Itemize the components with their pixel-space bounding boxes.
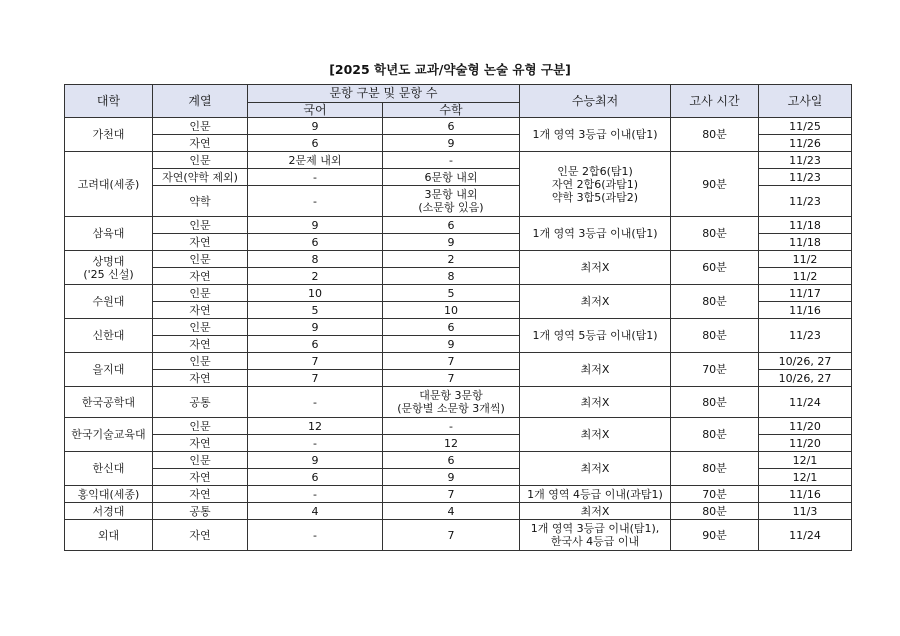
track-cell: 자연 bbox=[153, 370, 248, 387]
track-cell: 자연 bbox=[153, 135, 248, 152]
track-cell: 자연 bbox=[153, 302, 248, 319]
math-count-cell: 9 bbox=[383, 336, 520, 353]
math-count-cell: 12 bbox=[383, 435, 520, 452]
exam-date-cell: 11/3 bbox=[759, 503, 852, 520]
univ-cell: 한신대 bbox=[65, 452, 153, 486]
track-cell: 인문 bbox=[153, 452, 248, 469]
korean-count-cell: 9 bbox=[248, 452, 383, 469]
korean-count-cell: - bbox=[248, 387, 383, 418]
cell-line: 대문항 3문항 bbox=[419, 389, 483, 402]
exam-time-cell: 80분 bbox=[671, 118, 759, 152]
track-cell: 약학 bbox=[153, 186, 248, 217]
table-row bbox=[65, 353, 852, 370]
min-req-cell: 1개 영역 5등급 이내(탐1) bbox=[520, 319, 671, 353]
track-cell: 인문 bbox=[153, 118, 248, 135]
track-cell: 자연(약학 제외) bbox=[153, 169, 248, 186]
korean-count-cell: 6 bbox=[248, 234, 383, 251]
table-row bbox=[65, 520, 852, 551]
math-count-cell: 6 bbox=[383, 452, 520, 469]
track-cell: 자연 bbox=[153, 234, 248, 251]
track-cell: 자연 bbox=[153, 435, 248, 452]
math-count-cell: 7 bbox=[383, 520, 520, 551]
cell-line: (문항별 소문항 3개씩) bbox=[397, 402, 505, 415]
exam-time-cell: 70분 bbox=[671, 353, 759, 387]
korean-count-cell: - bbox=[248, 169, 383, 186]
min-req-cell: 최저X bbox=[520, 418, 671, 452]
univ-cell: 고려대(세종) bbox=[65, 152, 153, 217]
korean-count-cell: - bbox=[248, 486, 383, 503]
korean-count-cell: 6 bbox=[248, 469, 383, 486]
col-header-korean: 국어 bbox=[248, 103, 383, 118]
korean-count-cell: - bbox=[248, 520, 383, 551]
exam-date-cell: 11/18 bbox=[759, 234, 852, 251]
univ-cell: 신한대 bbox=[65, 319, 153, 353]
korean-count-cell: 7 bbox=[248, 370, 383, 387]
korean-count-cell: 8 bbox=[248, 251, 383, 268]
cell-line: 한국사 4등급 이내 bbox=[550, 535, 640, 548]
min-req-cell bbox=[520, 152, 671, 217]
math-count-cell: 8 bbox=[383, 268, 520, 285]
math-count-cell: 4 bbox=[383, 503, 520, 520]
univ-cell: 서경대 bbox=[65, 503, 153, 520]
exam-time-cell: 80분 bbox=[671, 387, 759, 418]
min-req-cell: 최저X bbox=[520, 452, 671, 486]
exam-time-cell: 80분 bbox=[671, 285, 759, 319]
min-req-cell: 최저X bbox=[520, 387, 671, 418]
cell-line: 인문 2합6(탐1) bbox=[557, 164, 633, 178]
math-count-cell: 5 bbox=[383, 285, 520, 302]
korean-count-cell: 10 bbox=[248, 285, 383, 302]
col-header-math: 수학 bbox=[383, 103, 520, 118]
korean-count-cell: 4 bbox=[248, 503, 383, 520]
table-row bbox=[65, 319, 852, 336]
univ-cell: 을지대 bbox=[65, 353, 153, 387]
track-cell: 인문 bbox=[153, 353, 248, 370]
min-req-cell: 최저X bbox=[520, 285, 671, 319]
col-header-min-req: 수능최저 bbox=[520, 85, 671, 118]
table-row bbox=[65, 486, 852, 503]
min-req-cell: 최저X bbox=[520, 251, 671, 285]
table-row bbox=[65, 503, 852, 520]
col-header-exam-date: 고사일 bbox=[759, 85, 852, 118]
math-count-cell: 9 bbox=[383, 234, 520, 251]
cell-line: 약학 3합5(과탐2) bbox=[551, 190, 639, 204]
exam-date-cell: 11/18 bbox=[759, 217, 852, 234]
min-req-cell: 최저X bbox=[520, 503, 671, 520]
math-count-cell bbox=[383, 387, 520, 418]
col-header-track: 계열 bbox=[153, 85, 248, 118]
min-req-cell: 1개 영역 4등급 이내(과탐1) bbox=[520, 486, 671, 503]
col-header-univ: 대학 bbox=[65, 85, 153, 118]
table-row bbox=[65, 387, 852, 418]
korean-count-cell: 9 bbox=[248, 319, 383, 336]
page-title: [2025 학년도 교과/약술형 논술 유형 구분] bbox=[329, 62, 571, 77]
track-cell: 인문 bbox=[153, 217, 248, 234]
exam-time-cell: 90분 bbox=[671, 152, 759, 217]
korean-count-cell: 6 bbox=[248, 135, 383, 152]
track-cell: 자연 bbox=[153, 336, 248, 353]
korean-count-cell: 12 bbox=[248, 418, 383, 435]
korean-count-cell: 7 bbox=[248, 353, 383, 370]
cell-line: 상명대 bbox=[92, 254, 125, 268]
math-count-cell: 9 bbox=[383, 135, 520, 152]
exam-time-cell: 90분 bbox=[671, 520, 759, 551]
track-cell: 인문 bbox=[153, 319, 248, 336]
exam-date-cell: 12/1 bbox=[759, 469, 852, 486]
math-count-cell bbox=[383, 186, 520, 217]
track-cell: 공통 bbox=[153, 387, 248, 418]
univ-cell: 한국공학대 bbox=[65, 387, 153, 418]
table-body bbox=[65, 118, 852, 551]
math-count-cell: 6문항 내외 bbox=[383, 169, 520, 186]
cell-line: ('25 신설) bbox=[83, 267, 134, 281]
math-count-cell: 7 bbox=[383, 486, 520, 503]
math-count-cell: 9 bbox=[383, 469, 520, 486]
track-cell: 자연 bbox=[153, 469, 248, 486]
exam-date-cell: 10/26, 27 bbox=[759, 370, 852, 387]
exam-time-cell: 60분 bbox=[671, 251, 759, 285]
table-row bbox=[65, 118, 852, 135]
univ-cell bbox=[65, 251, 153, 285]
cell-line: 1개 영역 3등급 이내(탐1), bbox=[530, 522, 660, 535]
math-count-cell: 7 bbox=[383, 370, 520, 387]
cell-line: (소문항 있음) bbox=[418, 201, 484, 214]
math-count-cell: 2 bbox=[383, 251, 520, 268]
table-row bbox=[65, 452, 852, 469]
min-req-cell bbox=[520, 520, 671, 551]
korean-count-cell: 5 bbox=[248, 302, 383, 319]
exam-date-cell: 11/17 bbox=[759, 285, 852, 302]
exam-time-cell: 70분 bbox=[671, 486, 759, 503]
exam-date-cell: 11/16 bbox=[759, 486, 852, 503]
exam-date-cell: 12/1 bbox=[759, 452, 852, 469]
track-cell: 인문 bbox=[153, 152, 248, 169]
univ-cell: 한국기술교육대 bbox=[65, 418, 153, 452]
cell-line: 자연 2합6(과탐1) bbox=[551, 177, 639, 191]
track-cell: 자연 bbox=[153, 268, 248, 285]
table-row bbox=[65, 418, 852, 435]
korean-count-cell: 2문제 내외 bbox=[248, 152, 383, 169]
exam-date-cell: 11/2 bbox=[759, 251, 852, 268]
exam-time-cell: 80분 bbox=[671, 319, 759, 353]
math-count-cell: 7 bbox=[383, 353, 520, 370]
exam-date-cell: 11/26 bbox=[759, 135, 852, 152]
exam-date-cell: 10/26, 27 bbox=[759, 353, 852, 370]
univ-cell: 삼육대 bbox=[65, 217, 153, 251]
korean-count-cell: 9 bbox=[248, 217, 383, 234]
cell-line: 3문항 내외 bbox=[424, 188, 478, 201]
math-count-cell: 10 bbox=[383, 302, 520, 319]
korean-count-cell: 2 bbox=[248, 268, 383, 285]
table-row bbox=[65, 285, 852, 302]
korean-count-cell: - bbox=[248, 435, 383, 452]
exam-date-cell: 11/23 bbox=[759, 169, 852, 186]
exam-date-cell: 11/25 bbox=[759, 118, 852, 135]
exam-date-cell: 11/23 bbox=[759, 186, 852, 217]
exam-time-cell: 80분 bbox=[671, 503, 759, 520]
col-header-items-group: 문항 구분 및 문항 수 bbox=[248, 85, 520, 103]
exam-date-cell: 11/20 bbox=[759, 418, 852, 435]
table-row bbox=[65, 251, 852, 268]
math-count-cell: 6 bbox=[383, 319, 520, 336]
exam-date-cell: 11/2 bbox=[759, 268, 852, 285]
exam-date-cell: 11/23 bbox=[759, 319, 852, 353]
table-row bbox=[65, 217, 852, 234]
min-req-cell: 최저X bbox=[520, 353, 671, 387]
table-row bbox=[65, 152, 852, 169]
univ-cell: 홍익대(세종) bbox=[65, 486, 153, 503]
korean-count-cell: 6 bbox=[248, 336, 383, 353]
exam-type-table bbox=[64, 84, 852, 551]
exam-date-cell: 11/20 bbox=[759, 435, 852, 452]
exam-date-cell: 11/16 bbox=[759, 302, 852, 319]
exam-date-cell: 11/24 bbox=[759, 520, 852, 551]
univ-cell: 수원대 bbox=[65, 285, 153, 319]
min-req-cell: 1개 영역 3등급 이내(탐1) bbox=[520, 217, 671, 251]
track-cell: 자연 bbox=[153, 520, 248, 551]
univ-cell: 외대 bbox=[65, 520, 153, 551]
track-cell: 인문 bbox=[153, 418, 248, 435]
univ-cell: 가천대 bbox=[65, 118, 153, 152]
min-req-cell: 1개 영역 3등급 이내(탐1) bbox=[520, 118, 671, 152]
track-cell: 인문 bbox=[153, 285, 248, 302]
exam-date-cell: 11/24 bbox=[759, 387, 852, 418]
track-cell: 인문 bbox=[153, 251, 248, 268]
col-header-exam-time: 고사 시간 bbox=[671, 85, 759, 118]
math-count-cell: 6 bbox=[383, 217, 520, 234]
math-count-cell: - bbox=[383, 418, 520, 435]
exam-time-cell: 80분 bbox=[671, 452, 759, 486]
exam-time-cell: 80분 bbox=[671, 217, 759, 251]
korean-count-cell: - bbox=[248, 186, 383, 217]
math-count-cell: - bbox=[383, 152, 520, 169]
track-cell: 자연 bbox=[153, 486, 248, 503]
korean-count-cell: 9 bbox=[248, 118, 383, 135]
math-count-cell: 6 bbox=[383, 118, 520, 135]
exam-date-cell: 11/23 bbox=[759, 152, 852, 169]
exam-time-cell: 80분 bbox=[671, 418, 759, 452]
track-cell: 공통 bbox=[153, 503, 248, 520]
